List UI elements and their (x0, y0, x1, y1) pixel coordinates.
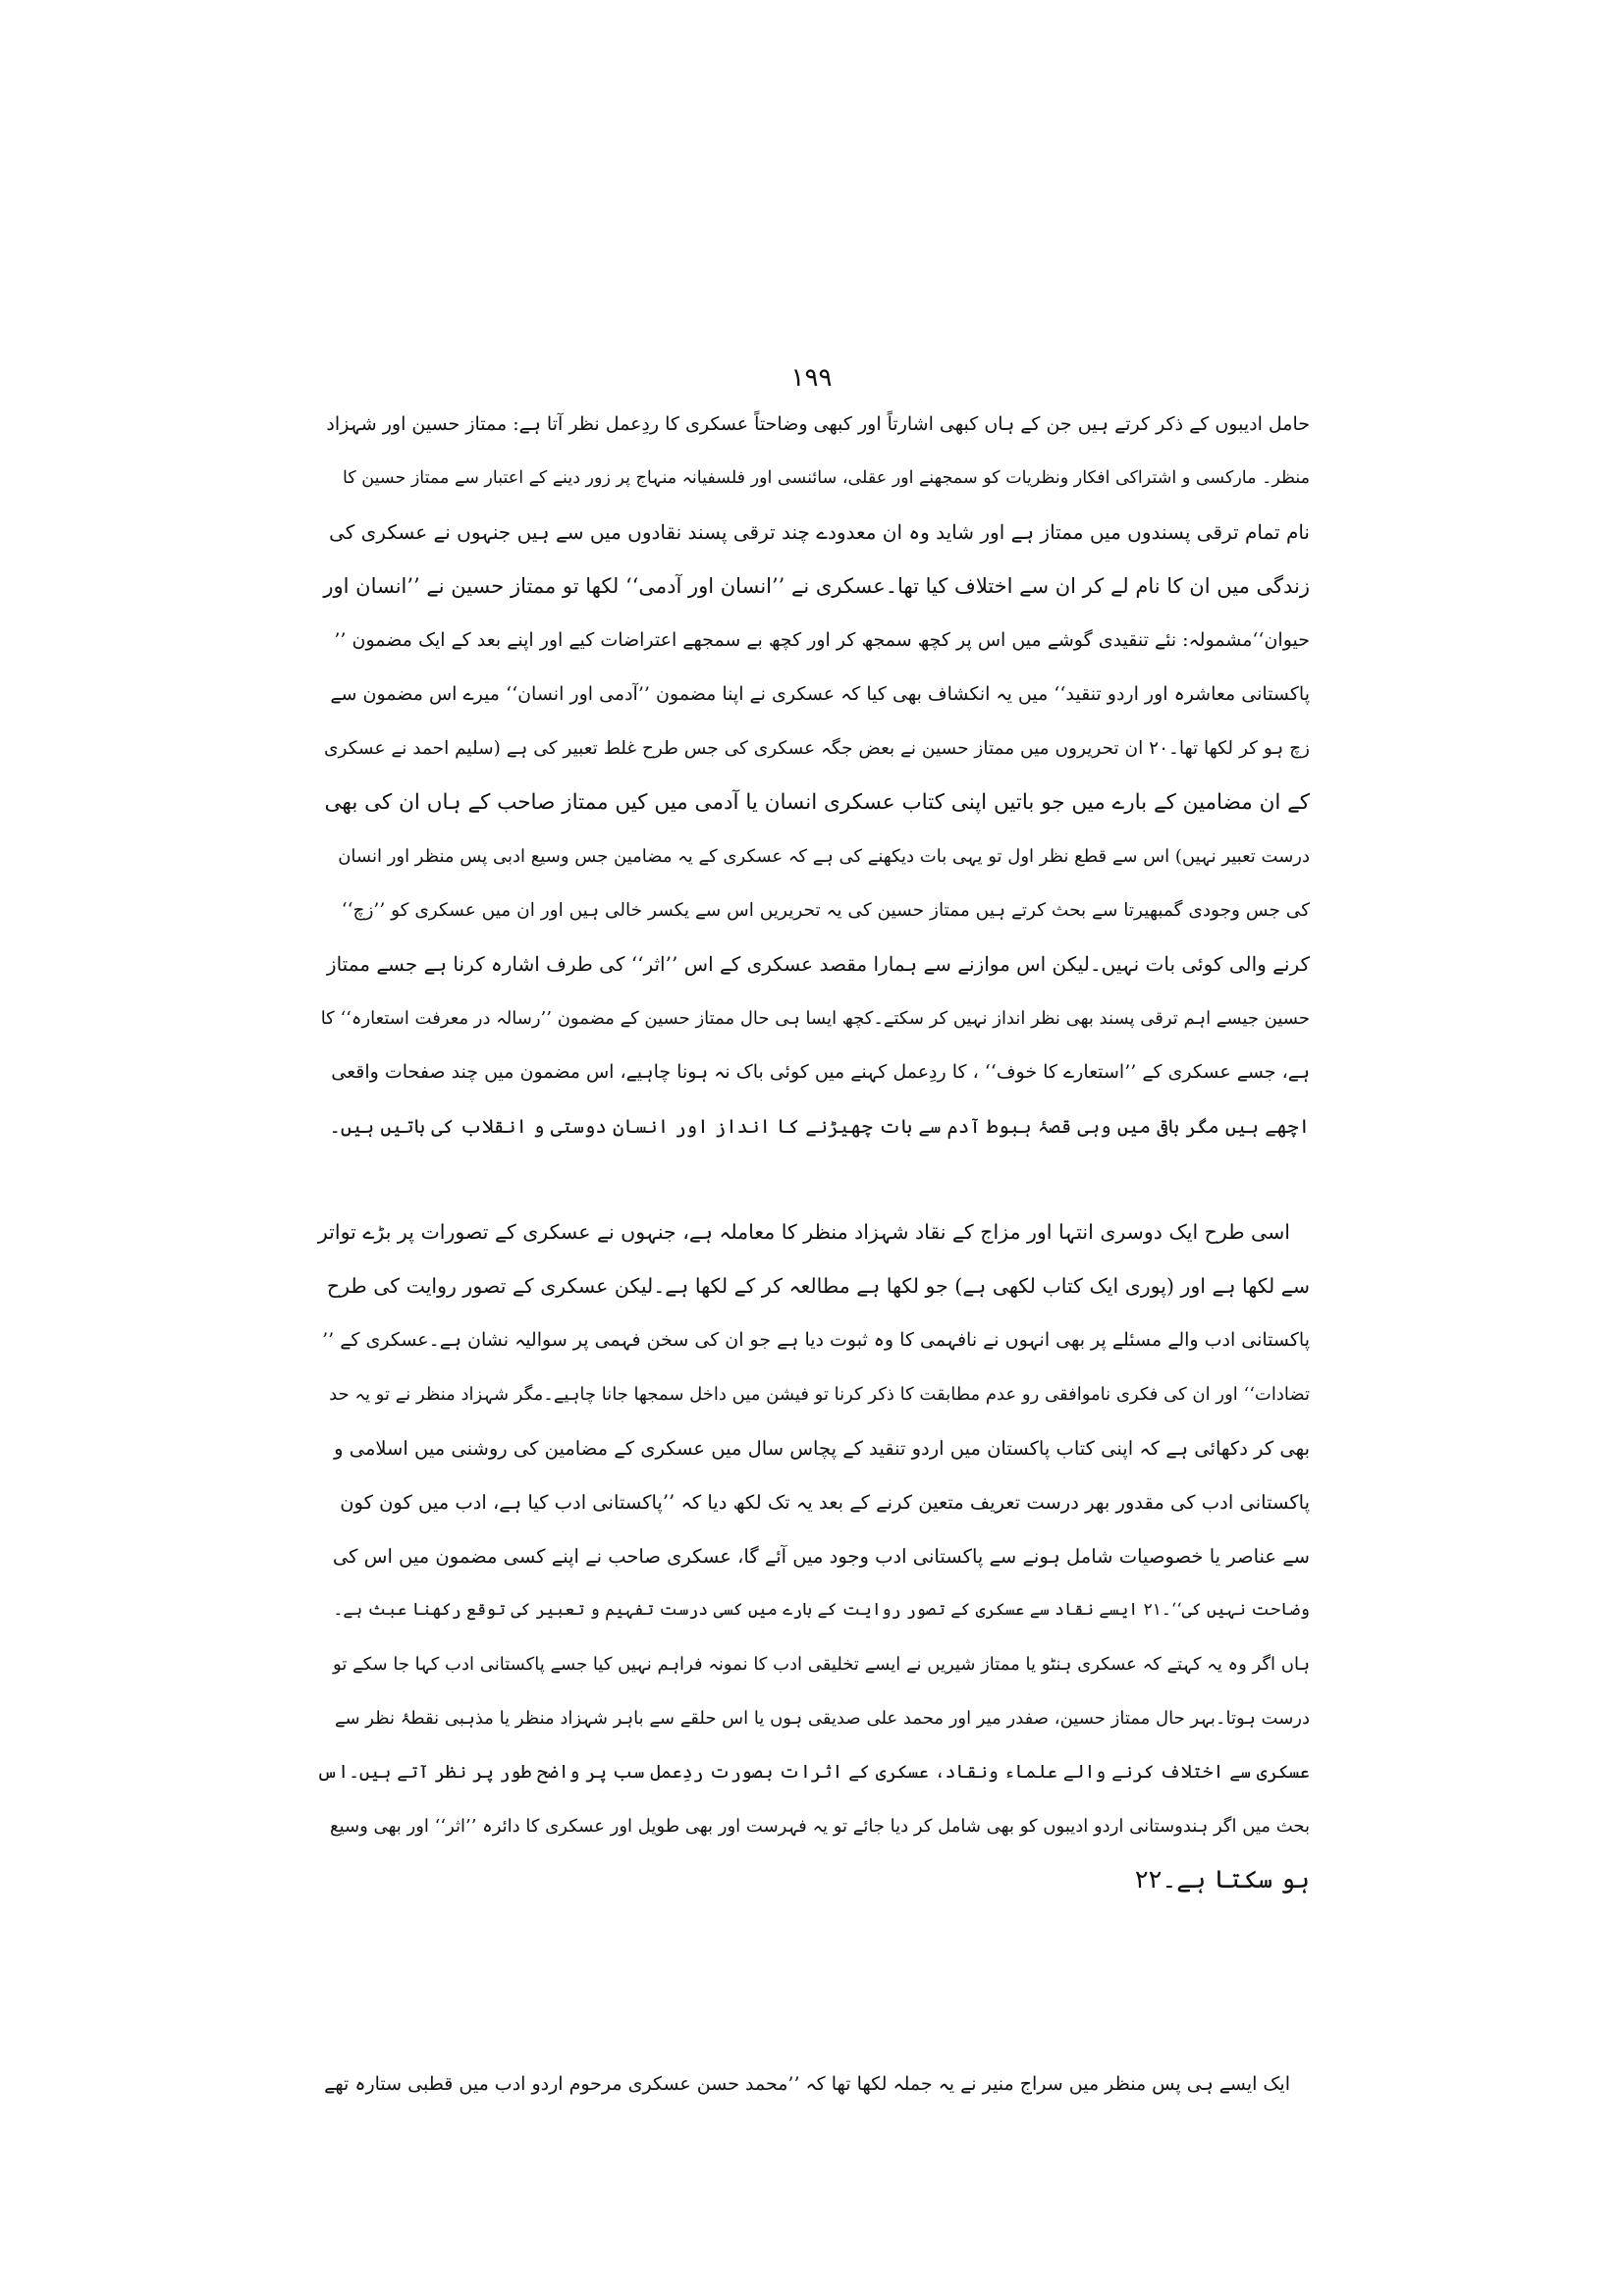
paragraph-2 (316, 1205, 1310, 1907)
paragraph-line: بھی کر دکھائی ہے کہ اپنی کتاب پاکستان میں اردو تنقید کے پچاس سال میں عسکری کے مضامین کی روشنی میں اسلامی و (334, 1437, 1310, 1460)
paragraph-line: اسی طرح ایک دوسری انتہا اور مزاج کے نقاد شہزاد منظر کا معاملہ ہے، جنہوں نے عسکری کے تصورات پر بڑے تواتر (317, 1220, 1290, 1244)
paragraph-line: عسکری سے اختلاف کرنے والے علماء ونقاد، عسکری کے اثرات بصورت ردِعمل سب پر واضح طور پر نظر آتے ہیں۔اس (316, 1762, 1310, 1783)
paragraph-3 (316, 2057, 1310, 2111)
paragraph-line: پاکستانی معاشرہ اور اردو تنقید‘‘ میں یہ انکشاف بھی کیا کہ عسکری نے اپنا مضمون ’’آدمی اور انسان‘‘ میرے اس مضمون سے (330, 683, 1310, 705)
paragraph-line: ہاں اگر وہ یہ کہتے کہ عسکری ہنٹو یا ممتاز شیریں نے ایسے تخلیقی ادب کا نمونہ فراہم نہیں کیا جسے پاکستانی ادب کہا جا سکے تو (333, 1654, 1310, 1675)
paragraph-line: زچ ہو کر لکھا تھا۔۲۰ ان تحریروں میں ممتاز حسین نے بعض جگہ عسکری کی جس طرح غلط تعبیر کی ہے (سلیم احمد نے عسکری (324, 738, 1310, 759)
paragraph-line: پاکستانی ادب کی مقدور بھر درست تعریف متعین کرنے کے بعد یہ تک لکھ دیا کہ ’’پاکستانی ادب کیا ہے، ادب میں کون کون (340, 1491, 1310, 1514)
paragraph-line: ہو سکتا ہے۔۲۲ (1134, 1865, 1310, 1895)
paragraph-line: کی جس وجودی گمبھیرتا سے بحث کرتے ہیں ممتاز حسین کی یہ تحریریں اس سے یکسر خالی ہیں اور ان میں عسکری کو ’’زچ‘‘ (341, 900, 1310, 921)
paragraph-line: وضاحت نہیں کی‘‘۔۲۱ ایسے نقاد سے عسکری کے تصور روایت کے بارے میں کسی درست تفہیم و تعبیر کی توقع رکھنا عبث ہے۔ (333, 1600, 1310, 1620)
paragraph-line: زندگی میں ان کا نام لے کر ان سے اختلاف کیا تھا۔عسکری نے ’’انسان اور آدمی‘‘ لکھا تو ممتاز حسین نے ’’انسان اور (323, 574, 1310, 598)
paragraph-line: سے لکھا ہے اور (پوری ایک کتاب لکھی ہے) جو لکھا ہے مطالعہ کر کے لکھا ہے۔لیکن عسکری کے تصور روایت کی طرح (326, 1274, 1310, 1298)
paragraph-line: ہے، جسے عسکری کے ’’استعارے کا خوف‘‘ ، کا ردِعمل کہنے میں کوئی باک نہ ہونا چاہیے، اس مضمون میں چند صفحات واقعی (331, 1061, 1310, 1083)
paragraph-line: نام تمام ترقی پسندوں میں ممتاز ہے اور شاید وہ ان معدودے چند ترقی پسند نقادوں میں سے ہیں جنہوں نے عسکری کی (329, 520, 1310, 544)
paragraph-line: حامل ادیبوں کے ذکر کرتے ہیں جن کے ہاں کبھی اشارتاً اور کبھی وضاحتاً عسکری کا ردِعمل نظر آتا ہے: ممتاز حسین اور شہزاد (326, 413, 1310, 435)
paragraph-line: تضادات‘‘ اور ان کی فکری ناموافقی رو عدم مطابقت کا ذکر کرنا تو فیشن میں داخل سمجھا جانا چاہیے۔مگر شہزاد منظر نے تو یہ حد (329, 1384, 1310, 1405)
paragraph-line: حسین جیسے اہم ترقی پسند بھی نظر انداز نہیں کر سکتے۔کچھ ایسا ہی حال ممتاز حسین کے مضمون ’’رسالہ در معرفت استعارہ‘‘ کا (320, 1008, 1310, 1029)
paragraph-line: درست ہوتا۔بہر حال ممتاز حسین، صفدر میر اور محمد علی صدیقی ہوں یا اس حلقے سے باہر شہزاد منظر یا مذہبی نقطۂ نظر سے (334, 1708, 1310, 1729)
paragraph-line: کرنے والی کوئی بات نہیں۔لیکن اس موازنے سے ہمارا مقصد عسکری کے اس ’’اثر‘‘ کی طرف اشارہ کرنا ہے جسے ممتاز (326, 952, 1310, 976)
paragraph-1 (316, 398, 1310, 1153)
paragraph-line: ایک ایسے ہی پس منظر میں سراج منیر نے یہ جملہ لکھا تھا کہ ’’محمد حسن عسکری مرحوم اردو ادب میں قطبی ستارہ تھے (324, 2073, 1290, 2095)
page-number: ۱۹۹ (790, 363, 833, 393)
paragraph-line: بحث میں اگر ہندوستانی اردو ادیبوں کو بھی شامل کر دیا جائے تو یہ فہرست اور بھی طویل اور عسکری کا دائرہ ’’اثر‘‘ اور بھی وسیع (329, 1816, 1310, 1837)
paragraph-line: منظر۔ مارکسی و اشتراکی افکار ونظریات کو سمجھنے اور عقلی، سائنسی اور فلسفیانہ منہاج پر زور دینے کے اعتبار سے ممتاز حسین کا (343, 468, 1310, 488)
paragraph-line: سے عناصر یا خصوصیات شامل ہونے سے پاکستانی ادب وجود میں آئے گا، عسکری صاحب نے اپنے کسی مضمون میں اس کی (332, 1545, 1310, 1568)
paragraph-line: پاکستانی ادب والے مسئلے پر بھی انہوں نے نافہمی کا وہ ثبوت دیا ہے جو ان کی سخن فہمی پر سوالیہ نشان ہے۔عسکری کے ’’ (322, 1329, 1310, 1351)
paragraph-line: اچھے ہیں مگر باقی میں وہی قصۂ ہبوط آدم سے بات چھیڑنے کا انداز اور انسان دوستی و انقلاب کی باتیں ہیں۔ (329, 1115, 1310, 1138)
paragraph-line: حیوان‘‘مشمولہ: نئے تنقیدی گوشے میں اس پر کچھ سمجھ کر اور کچھ بے سمجھے اعتراضات کیے اور اپنے بعد کے ایک مضمون ’’ (334, 629, 1310, 651)
paragraph-line: کے ان مضامین کے بارے میں جو باتیں اپنی کتاب عسکری انسان یا آدمی میں کیں ممتاز صاحب کے ہاں ان کی بھی (324, 790, 1310, 815)
paragraph-line: درست تعبیر نہیں) اس سے قطع نظر اول تو یہی بات دیکھنے کی ہے کہ عسکری کے یہ مضامین جس وسیع ادبی پس منظر اور انسان (338, 846, 1310, 867)
